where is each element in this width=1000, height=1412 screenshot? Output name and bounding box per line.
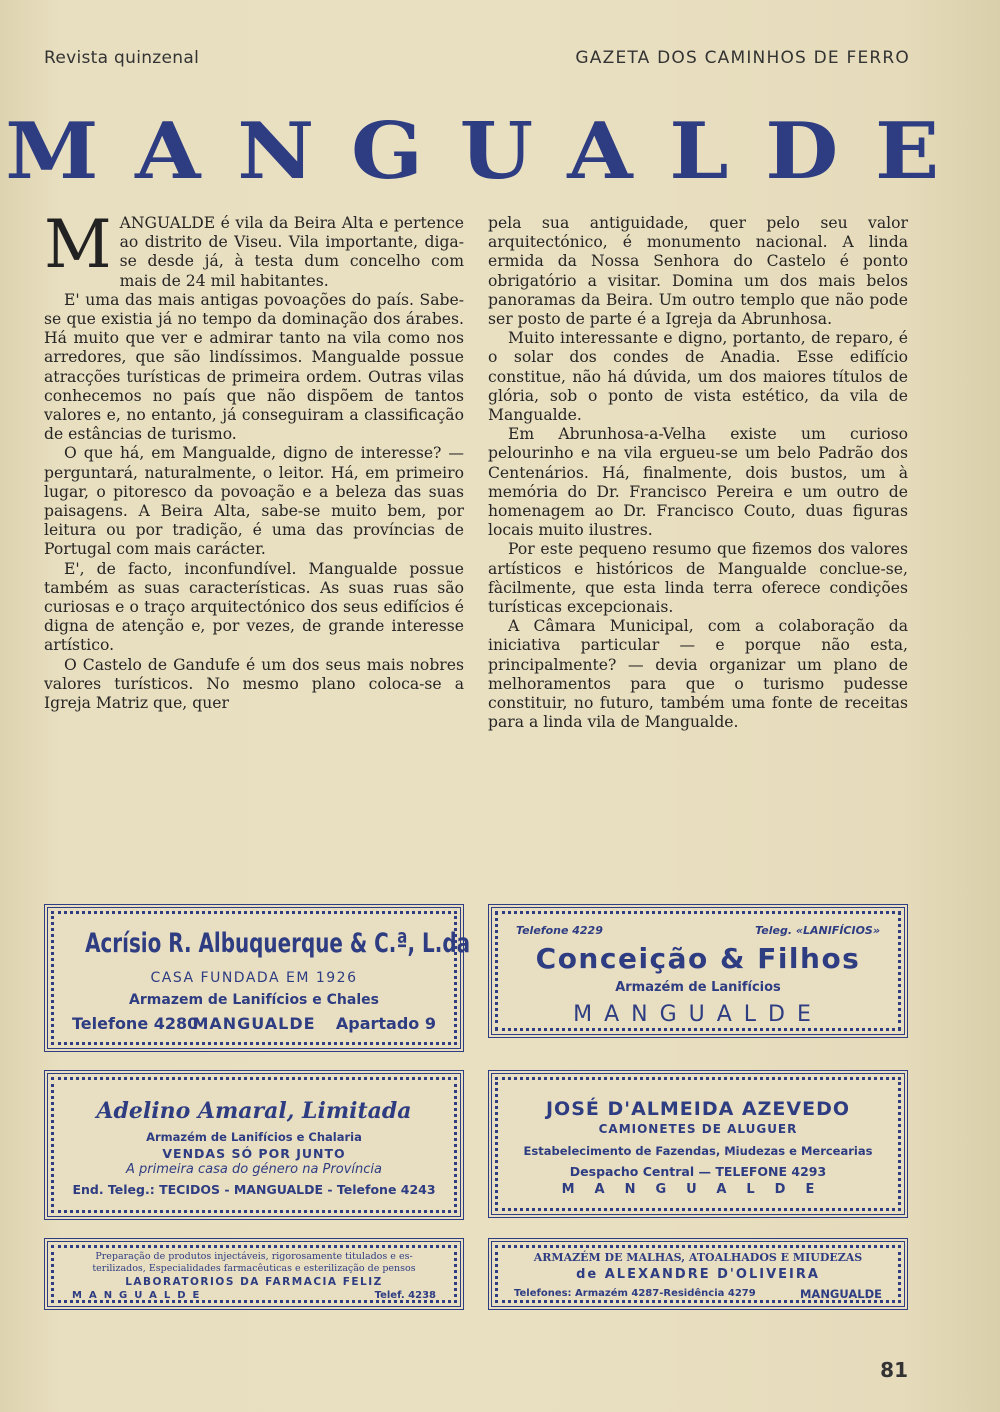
ad-town: MANGUALDE — [799, 1287, 882, 1301]
ad-company-name: Acrísio R. Albuquerque & C.ª, L.da — [85, 928, 471, 959]
ad-motto: A primeira casa do género na Província — [126, 1162, 382, 1177]
ad-lab-name: LABORATORIOS DA FARMACIA FELIZ — [125, 1276, 383, 1288]
advertisement-almeida-azevedo — [488, 1070, 908, 1218]
ad-phone: Telefone 4229 — [516, 924, 603, 937]
advertisement-farmacia-feliz — [44, 1238, 464, 1310]
paragraph: MANGUALDE é vila da Beira Alta e pertence ao distrito de Viseu. Vila importante, diga-se desde já, à testa dum concelho com mais de 24 mil habitantes. — [44, 206, 464, 290]
ad-trade: Armazem de Lanifícios e Chales — [129, 992, 379, 1008]
ad-trade: Armazém de Lanifícios — [615, 980, 781, 995]
paragraph: O Castelo de Gandufe é um dos seus mais nobres valores turísticos. No mesmo plano coloca-se a Igreja Matriz que, quer — [44, 655, 464, 713]
article-column-left — [44, 206, 464, 713]
drop-cap: M — [44, 206, 112, 283]
ad-phone: Telef. 4238 — [374, 1290, 436, 1301]
ad-founded: CASA FUNDADA EM 1926 — [150, 970, 358, 986]
paragraph: pela sua antiguidade, quer pelo seu valor arquitectónico, é monumento nacional. A linda ermida da Nossa Senhora do Castelo é ponto obrigatório a visitar. Domina um dos mais belos panoramas da Beira. Um outro templo que não pode ser posto de parte é a Igreja da Abrunhosa. — [488, 214, 908, 329]
advertisement-conceicao — [488, 904, 908, 1038]
ad-box: Apartado 9 — [335, 1014, 436, 1033]
article-title: MANGUALDE — [5, 106, 976, 197]
page-number: 81 — [880, 1358, 908, 1382]
ad-text-line: terilizados, Especialidades farmacêuticas e esterilização de pensos — [92, 1263, 416, 1274]
ad-company-name: Conceição & Filhos — [535, 942, 861, 975]
ad-dispatch: Despacho Central — TELEFONE 4293 — [569, 1164, 827, 1179]
paragraph: E', de facto, inconfundível. Mangualde possue também as suas características. As suas ruas são curiosas e o traço arquitectónico dos seus edifícios é digna de atenção e, por vezes, de grande interesse artístico. — [44, 559, 464, 655]
running-header-left: Revista quinzenal — [44, 48, 200, 68]
advertisement-albuquerque — [44, 904, 471, 1052]
paragraph: Muito interessante e digno, portanto, de reparo, é o solar dos condes de Anadia. Esse edifício constitue, não há dúvida, um dos maiores títulos de glória, sob o ponto de vista estético, da vila de Mangualde. — [488, 329, 908, 425]
ad-telegraph: Teleg. «LANIFÍCIOS» — [755, 924, 880, 937]
running-header-right: GAZETA DOS CAMINHOS DE FERRO — [575, 48, 910, 68]
paragraph: O que há, em Mangualde, digno de interesse? — perguntará, naturalmente, o leitor. Há, em primeiro lugar, o pitoresco da povoação e a beleza das suas paisagens. A Beira Alta, sabe-se muito bem, por leitura ou por tradição, é uma das províncias de Portugal com mais carácter. — [44, 444, 464, 559]
ad-town: MANGUALDE — [72, 1290, 207, 1301]
ad-phones: Telefones: Armazém 4287-Residência 4279 — [514, 1288, 756, 1299]
ad-town: MANGUALDE — [192, 1014, 316, 1033]
ad-phone: Telefone 4280 — [72, 1014, 199, 1033]
ad-contact: End. Teleg.: TECIDOS - MANGUALDE - Telefone 4243 — [72, 1182, 436, 1197]
ad-trade: Armazém de Lanifícios e Chalaria — [146, 1130, 362, 1144]
article-column-right — [488, 214, 908, 732]
paragraph: A Câmara Municipal, com a colaboração da iniciativa particular — e porque não esta, principalmente? — devia organizar um plano de melhoramentos para que o turismo pudesse constituir, no futuro, também uma fonte de receitas para a linda vila de Mangualde. — [488, 617, 908, 732]
paragraph: E' uma das mais antigas povoações do país. Sabe-se que existia já no tempo da dominação dos árabes. Há muito que ver e admirar tanto na vila como nos arredores, que são lindíssimos. Mangualde possue atracções turísticas de primeira ordem. Outras vilas conhecemos no país que não dispõem de tantos valores e, no entanto, já conseguiram a classificação de estâncias de turismo. — [44, 290, 464, 444]
ad-trade: ARMAZÉM DE MALHAS, ATOALHADOS E MIUDEZAS — [533, 1251, 863, 1264]
ad-company-name: de ALEXANDRE D'OLIVEIRA — [576, 1267, 820, 1282]
ad-service: CAMIONETES DE ALUGUER — [598, 1122, 798, 1136]
paragraph: Em Abrunhosa-a-Velha existe um curioso pelourinho e na vila ergueu-se um belo Padrão dos Centenários. Há, finalmente, dois bustos, um à memória do Dr. Francisco Pereira e um outro de homenagem ao Dr. Francisco Couto, duas figuras locais muito ilustres. — [488, 425, 908, 540]
ad-town: MANGUALDE — [573, 1002, 823, 1027]
ad-town: MANGUALDE — [561, 1182, 835, 1197]
paragraph: Por este pequeno resumo que fizemos dos valores artísticos e históricos de Mangualde conclue-se, fàcilmente, que esta linda terra oferece condições turísticas excepcionais. — [488, 540, 908, 617]
ad-company-name: Adelino Amaral, Limitada — [96, 1098, 412, 1124]
advertisement-adelino-amaral — [44, 1070, 464, 1220]
ad-sales: VENDAS SÓ POR JUNTO — [162, 1146, 346, 1161]
advertisement-alexandre-oliveira — [488, 1238, 908, 1310]
ad-text-line: Preparação de produtos injectáveis, rigorosamente titulados e es- — [95, 1251, 413, 1262]
ad-trade: Estabelecimento de Fazendas, Miudezas e Mercearias — [523, 1144, 873, 1158]
ad-company-name: JOSÉ D'ALMEIDA AZEVEDO — [545, 1098, 850, 1120]
